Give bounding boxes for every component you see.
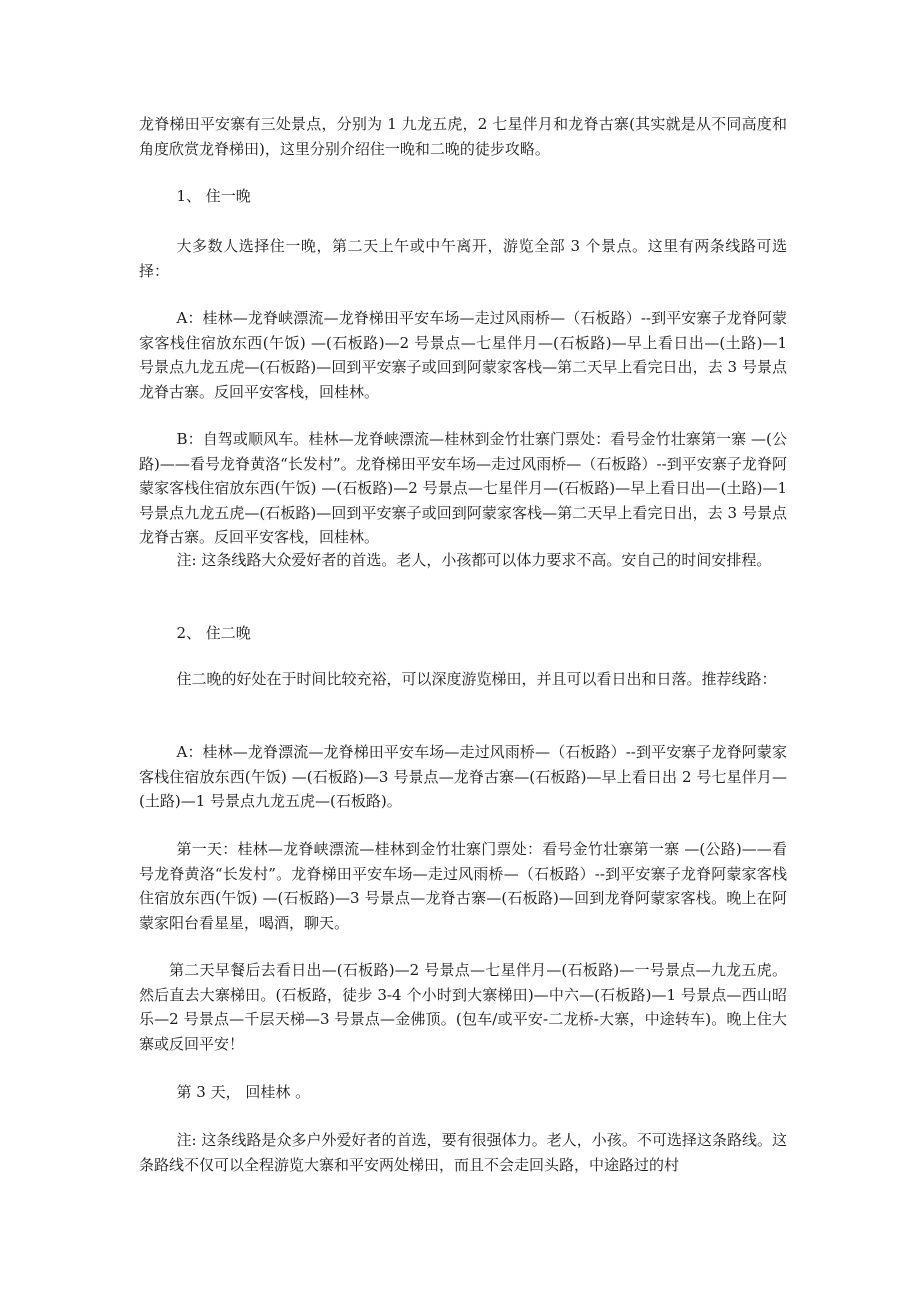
section2-day2: 第二天早餐后去看日出—(石板路)—2 号景点—七星伴月—(石板路)—一号景点—九龙五虎。然后直去大寨梯田。(石板路，徒步 3-4 个小时到大寨梯田)—中六—(石板路)—1 号景点—西山昭乐—2 号景点—千层天梯—3 号景点—金佛顶。(包车/或平安-二龙桥-大寨，中途转车)。晚上住大寨或反回平安！ <box>139 961 787 1053</box>
section2-route-a: A：桂林—龙脊漂流—龙脊梯田平安车场—走过风雨桥—（石板路）--到平安寨子龙脊阿蒙家客栈住宿放东西(午饭) —(石板路)—3 号景点—龙脊古寨—(石板路)—早上看日出 2 号七星伴月—(土路)—1 号景点九龙五虎—(石板路)。 <box>139 743 787 810</box>
section1-note: 注: 这条线路大众爱好者的首选。老人，小孩都可以体力要求不高。安自己的时间安排程。 <box>176 551 772 569</box>
section1-route-a: A：桂林—龙脊峡漂流—龙脊梯田平安车场—走过风雨桥—（石板路）--到平安寨子龙脊阿蒙家客栈住宿放东西(午饭) —(石板路)—2 号景点—七星伴月—(石板路)—早上看日出—(土路)—1 号景点九龙五虎—(石板路)—回到平安寨子或回到阿蒙家客栈—第二天早上看完日出，去 3 号景点龙脊古寨。反回平安客栈，回桂林。 <box>139 309 787 401</box>
section1-route-b: B：自驾或顺风车。桂林—龙脊峡漂流—桂林到金竹壮寨门票处：看号金竹壮寨第一寨 —(公路)——看号龙脊黄洛“长发村”。龙脊梯田平安车场—走过风雨桥—（石板路）--到平安寨子龙脊阿蒙家客栈住宿放东西(午饭) —(石板路)—2 号景点—七星伴月—(石板路)—早上看日出—(土路)—1 号景点九龙五虎—(石板路)—回到平安寨子或回到阿蒙家客栈—第二天早上看完日出，去 3 号景点龙脊古寨。反回平安客栈，回桂林。 <box>139 430 787 546</box>
section2-note: 注: 这条线路是众多户外爱好者的首选，要有很强体力。老人，小孩。不可选择这条路线。这条路线不仅可以全程游览大寨和平安两处梯田，而且不会走回头路，中途路过的村 <box>139 1131 787 1174</box>
section2-day1: 第一天：桂林—龙脊峡漂流—桂林到金竹壮寨门票处：看号金竹壮寨第一寨 —(公路)——看号龙脊黄洛“长发村”。龙脊梯田平安车场—走过风雨桥—（石板路）--到平安寨子龙脊阿蒙家客栈住宿放东西(午饭) —(石板路)—3 号景点—龙脊古寨—(石板路)—回到龙脊阿蒙家客栈。晚上在阿蒙家阳台看星星，喝酒，聊天。 <box>139 840 787 932</box>
section1-heading: 1、 住一晚 <box>176 187 251 205</box>
section2-day3: 第 3 天， 回桂林 。 <box>176 1083 311 1101</box>
section1-description: 大多数人选择住一晚，第二天上午或中午离开，游览全部 3 个景点。这里有两条线路可选择： <box>139 237 787 280</box>
section2-description: 住二晚的好处在于时间比较充裕，可以深度游览梯田，并且可以看日出和日落。推荐线路： <box>176 670 777 688</box>
intro-paragraph: 龙脊梯田平安寨有三处景点，分别为 1 九龙五虎，2 七星伴月和龙脊古寨(其实就是从不同高度和角度欣赏龙脊梯田)，这里分别介绍住一晚和二晚的徒步攻略。 <box>139 115 787 158</box>
section2-heading: 2、 住二晚 <box>176 624 251 642</box>
